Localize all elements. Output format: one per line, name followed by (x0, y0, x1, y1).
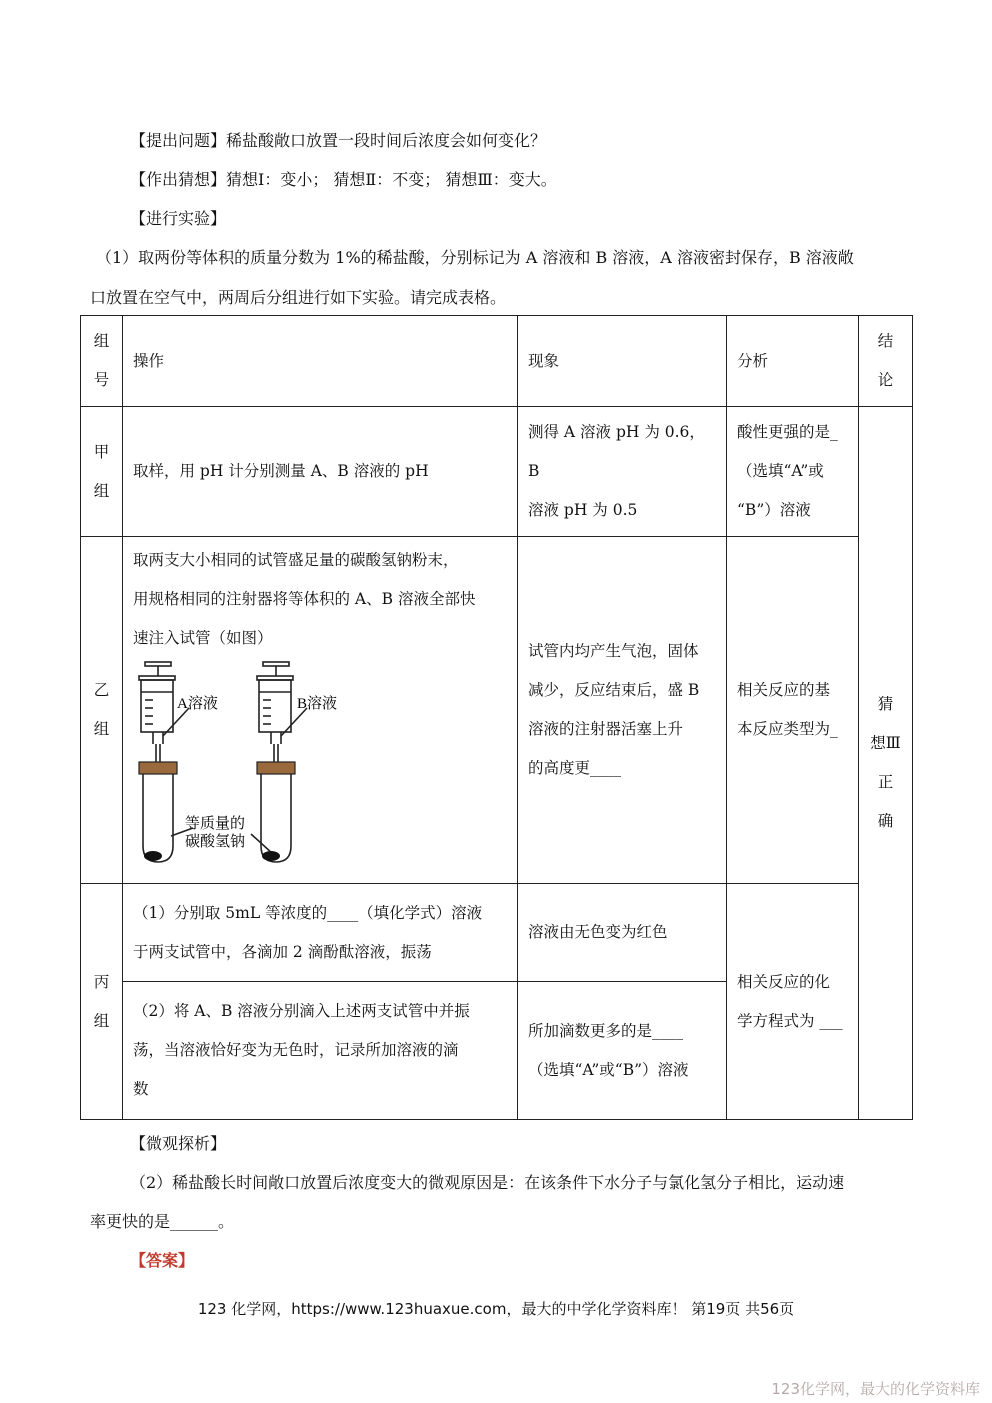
syringe-figure (133, 658, 373, 866)
experiment-heading: 【进行实验】 (130, 209, 227, 228)
bing-phen1: 溶液由无色变为红色 (518, 884, 727, 982)
label-solid-1: 等质量的 (185, 816, 246, 832)
bing-analysis: 相关反应的化 学方程式为 ___ (727, 884, 859, 1120)
yi-phenomenon: 试管内均产生气泡，固体 减少，反应结束后，盛 B 溶液的注射器活塞上升 的高度更____ (518, 537, 727, 884)
answer-label: 【答案】 (130, 1251, 195, 1270)
step1-line2: 口放置在空气中，两周后分组进行如下实验。请完成表格。 (90, 288, 507, 307)
bing-phen2: 所加滴数更多的是____ （选填“A”或“B”）溶液 (518, 982, 727, 1120)
jia-analysis: 酸性更强的是_ （选填“A”或 “B”）溶液 (727, 407, 859, 537)
row-bing-1 (81, 884, 913, 982)
group-bing: 丙 组 (81, 884, 123, 1120)
header-operation: 操作 (123, 316, 518, 407)
group-jia: 甲 组 (81, 407, 123, 537)
header-group: 组 号 (81, 316, 123, 407)
micro-heading: 【微观探析】 (130, 1134, 227, 1153)
watermark: 123化学网，最大的化学资料库 (771, 1380, 980, 1398)
header-phenomenon: 现象 (518, 316, 727, 407)
stopper-a (139, 762, 177, 774)
conclusion-cell: 猜 想Ⅲ 正 确 (859, 407, 913, 1120)
syringe-a-plunger-cap (145, 662, 171, 666)
test-tube-a (143, 774, 173, 862)
micro-line2: 率更快的是______。 (90, 1212, 235, 1231)
question-heading: 【提出问题】稀盐酸敞口放置一段时间后浓度会如何变化？ (130, 131, 547, 150)
hypothesis-heading: 【作出猜想】猜想Ⅰ：变小； 猜想Ⅱ：不变； 猜想Ⅲ：变大。 (130, 170, 557, 189)
yi-analysis: 相关反应的基 本反应类型为_ (727, 537, 859, 884)
header-analysis: 分析 (727, 316, 859, 407)
micro-line1: （2）稀盐酸长时间敞口放置后浓度变大的微观原因是：在该条件下水分子与氯化氢分子相比，运动速 (130, 1173, 845, 1192)
row-jia (81, 407, 913, 537)
syringe-b-plunger-cap (263, 662, 289, 666)
stopper-b (257, 762, 295, 774)
label-b-solution: B溶液 (297, 696, 338, 712)
row-yi (81, 537, 913, 884)
header-conclusion: 结 论 (859, 316, 913, 407)
jia-phenomenon: 测得 A 溶液 pH 为 0.6，B 溶液 pH 为 0.5 (518, 407, 727, 537)
group-yi: 乙 组 (81, 537, 123, 884)
label-solid-2: 碳酸氢钠 (185, 834, 246, 850)
step1-line1: （1）取两份等体积的质量分数为 1%的稀盐酸，分别标记为 A 溶液和 B 溶液，A 溶液密封保存，B 溶液敞 (96, 248, 854, 267)
yi-operation: 取两支大小相同的试管盛足量的碳酸氢钠粉末， 用规格相同的注射器将等体积的 A、B 溶液全部快 速注入试管（如图） A溶液 B溶液 等质量的 碳酸氢钠 (123, 537, 518, 884)
page-footer: 123 化学网，https://www.123huaxue.com，最大的中学化学资料库！ 第19页 共56页 (197, 1300, 795, 1318)
experiment-table (80, 315, 913, 1120)
table-header-row (81, 316, 913, 407)
bing-op2: （2）将 A、B 溶液分别滴入上述两支试管中并振 荡，当溶液恰好变为无色时，记录所加溶液的滴 数 (123, 982, 518, 1120)
powder-a (144, 851, 162, 861)
powder-b (262, 851, 280, 861)
test-tube-b (261, 774, 291, 862)
bing-op1: （1）分别取 5mL 等浓度的____（填化学式）溶液 于两支试管中，各滴加 2 滴酚酞溶液，振荡 (123, 884, 518, 982)
label-a-solution: A溶液 (177, 696, 218, 712)
jia-operation: 取样，用 pH 计分别测量 A、B 溶液的 pH (123, 407, 518, 537)
